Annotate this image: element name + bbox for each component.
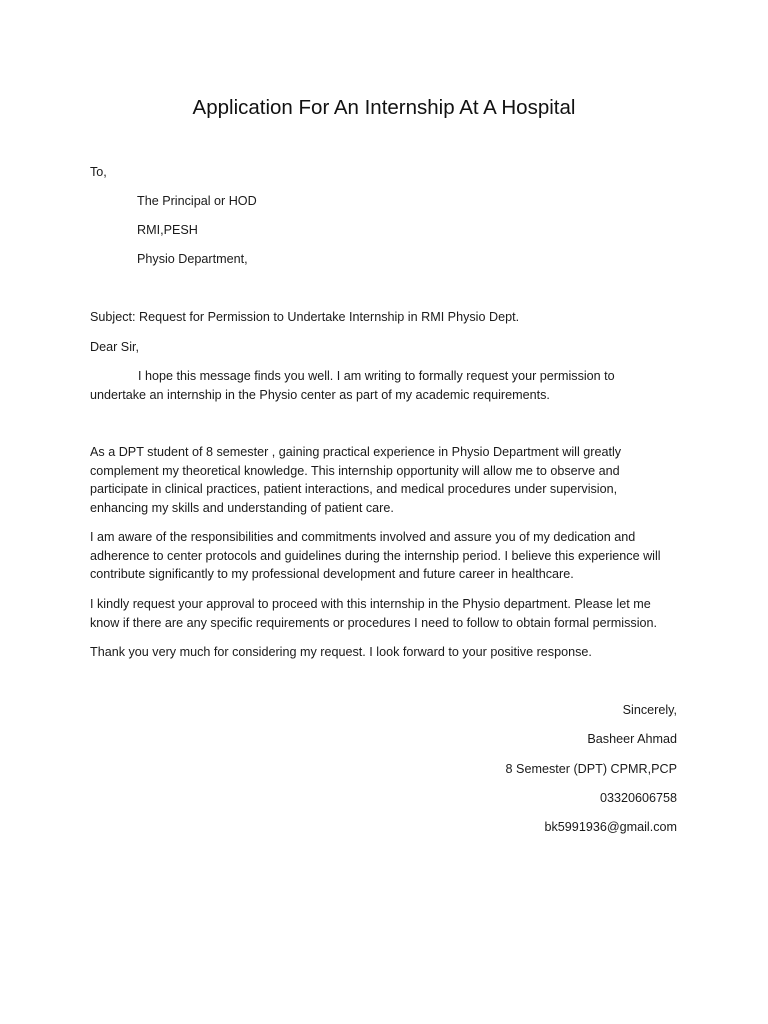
paragraph-line: I kindly request your approval to proceed with this internship in the Physio department. Please let me xyxy=(90,597,651,611)
paragraph-line: Thank you very much for considering my request. I look forward to your positive response. xyxy=(90,645,592,659)
paragraph-thanks xyxy=(90,643,682,662)
paragraph-line: complement my theoretical knowledge. This internship opportunity will allow me to observe and xyxy=(90,463,620,478)
recipient-institution: RMI,PESH xyxy=(137,223,198,237)
paragraph-line: know if there are any specific requirements or procedures I need to follow to obtain formal permission. xyxy=(90,615,657,630)
subject-line: Subject: Request for Permission to Undertake Internship in RMI Physio Dept. xyxy=(90,310,520,324)
paragraph-line: enhancing my skills and understanding of patient care. xyxy=(90,500,394,515)
paragraph-intro xyxy=(90,367,682,404)
paragraph-commitment xyxy=(90,528,682,584)
paragraph-line: undertake an internship in the Physio center as part of my academic requirements. xyxy=(90,387,550,402)
signature-name: Basheer Ahmad xyxy=(587,732,677,746)
paragraph-request xyxy=(90,595,682,632)
greeting: Dear Sir, xyxy=(90,340,139,354)
signature-program: 8 Semester (DPT) CPMR,PCP xyxy=(505,762,677,776)
paragraph-line: adherence to center protocols and guidelines during the internship period. I believe this experience will xyxy=(90,548,661,563)
salutation-to: To, xyxy=(90,165,107,179)
recipient-name: The Principal or HOD xyxy=(137,194,257,208)
paragraph-line: I am aware of the responsibilities and commitments involved and assure you of my dedication and xyxy=(90,530,636,544)
paragraph-experience xyxy=(90,443,682,517)
paragraph-line: I hope this message finds you well. I am writing to formally request your permission to xyxy=(138,369,615,383)
recipient-department: Physio Department, xyxy=(137,252,248,266)
signature-email: bk5991936@gmail.com xyxy=(544,820,677,834)
signature-phone: 03320606758 xyxy=(599,791,677,805)
paragraph-line: As a DPT student of 8 semester , gaining practical experience in Physio Department will greatly xyxy=(90,445,622,459)
paragraph-line: contribute significantly to my professional development and future career in healthcare. xyxy=(90,567,574,582)
signature-closing: Sincerely, xyxy=(622,703,677,717)
document-title: Application For An Internship At A Hospital xyxy=(192,96,576,119)
paragraph-line: participate in clinical practices, patient interactions, and medical procedures under supervision, xyxy=(90,482,618,497)
